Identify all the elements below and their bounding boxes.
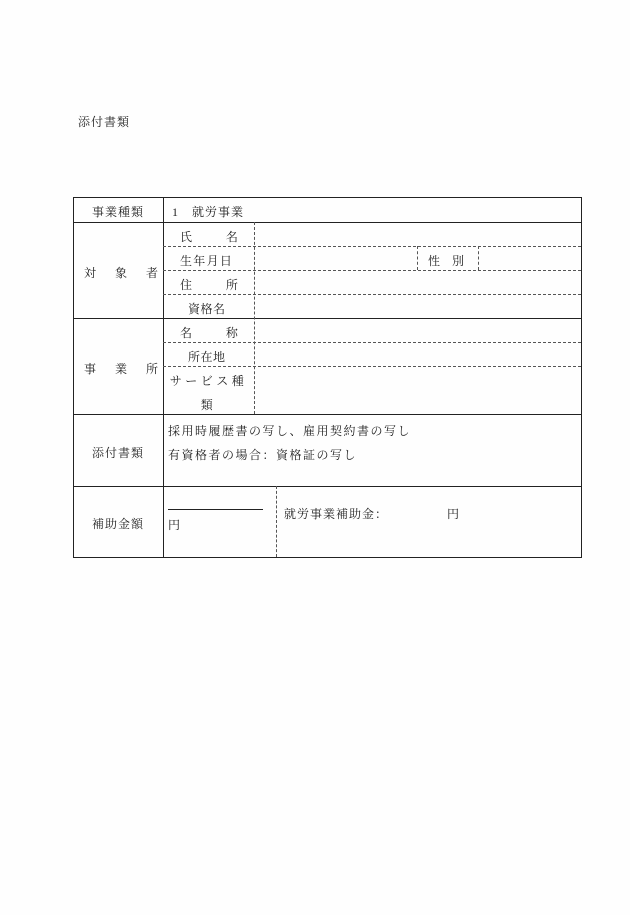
row-divider [73,486,581,487]
row-divider [73,318,581,319]
subsidy-amount-unit: 円 [168,518,182,532]
office-label: 事 業 所 [84,362,162,376]
document-heading: 添付書類 [78,115,131,129]
subsidy-divider [276,486,277,557]
business-type-value: 1 就労事業 [172,205,245,219]
subsidy-amount-line [168,509,263,510]
office-location-label: 所在地 [188,350,226,364]
attachments-line: 有資格者の場合：資格証の写し [168,448,358,462]
subject-label: 対 象 者 [84,266,162,280]
gender-right-divider [478,246,479,270]
subrow-divider [163,294,581,295]
row-divider [73,222,581,223]
attachments-label: 添付書類 [92,446,145,460]
subrow-divider [163,366,581,367]
label-value-divider [254,222,255,414]
subrow-divider [163,342,581,343]
office-service-type-label: サービス種類 [169,374,248,412]
table-outer-border [73,197,582,558]
subrow-divider [163,246,581,247]
subrow-divider [163,270,581,271]
gender-left-divider [417,246,418,270]
subsidy-label: 補助金額 [92,517,145,531]
attachments-line: 採用時履歴書の写し、雇用契約書の写し [168,424,412,438]
business-type-label: 事業種類 [92,205,145,219]
subject-birthdate-label: 生年月日 [180,254,234,268]
row-divider [73,414,581,415]
subject-gender-label: 性 別 [428,254,465,268]
subject-address-label: 住 所 [180,278,242,292]
subsidy-detail-unit: 円 [447,507,461,521]
subject-name-label: 氏 名 [180,230,242,244]
subject-qualification-label: 資格名 [188,302,226,316]
subsidy-detail-label: 就労事業補助金： [284,507,389,521]
office-name-label: 名 称 [180,326,242,340]
